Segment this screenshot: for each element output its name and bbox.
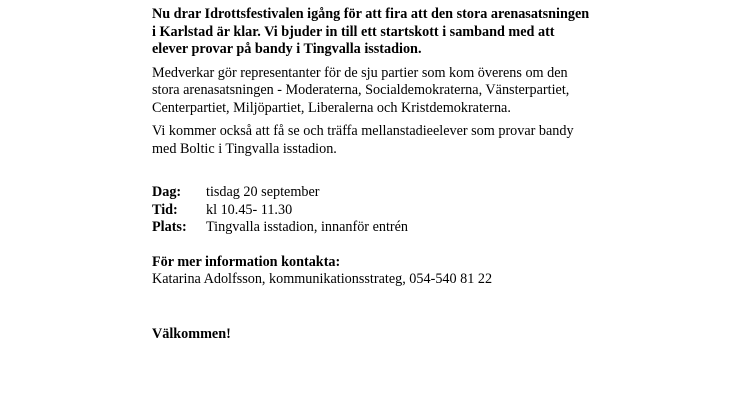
- lead-paragraph: [152, 6, 642, 59]
- day-row: [152, 184, 642, 202]
- lead-line: elever provar på bandy i Tingvalla isstadion.: [152, 41, 422, 57]
- contact-line: Katarina Adolfsson, kommunikationsstrateg, 054-540 81 22: [152, 271, 493, 287]
- place-value: Tingvalla isstadion, innanför entrén: [206, 219, 409, 235]
- place-label: Plats:: [152, 219, 187, 235]
- lead-line: Nu drar Idrottsfestivalen igång för att fira att den stora arenasatsningen: [152, 6, 590, 22]
- participants-paragraph: [152, 65, 642, 118]
- paragraph-line: stora arenasatsningen - Moderaterna, Socialdemokraterna, Vänsterpartiet,: [152, 82, 570, 98]
- time-value: kl 10.45- 11.30: [206, 201, 293, 218]
- place-row: [152, 219, 642, 237]
- event-details: [152, 184, 642, 237]
- paragraph-line: Centerpartiet, Miljöpartiet, Liberalerna och Kristdemokraterna.: [152, 99, 511, 116]
- lead-line: i Karlstad är klar. Vi bjuder in till ett startskott i samband med att: [152, 23, 555, 40]
- press-invitation-document: [152, 6, 642, 343]
- time-label: Tid:: [152, 201, 178, 218]
- welcome-text: Välkommen!: [152, 325, 231, 342]
- contact-section: [152, 254, 642, 289]
- paragraph-line: Medverkar gör representanter för de sju partier som kom överens om den: [152, 64, 568, 81]
- day-label: Dag:: [152, 184, 182, 200]
- paragraph-line: Vi kommer också att få se och träffa mellanstadieelever som provar bandy: [152, 123, 574, 139]
- bandy-paragraph: [152, 123, 642, 158]
- day-value: tisdag 20 september: [206, 184, 320, 200]
- contact-heading: För mer information kontakta:: [152, 253, 341, 270]
- time-row: [152, 202, 642, 220]
- paragraph-line: med Boltic i Tingvalla isstadion.: [152, 140, 337, 157]
